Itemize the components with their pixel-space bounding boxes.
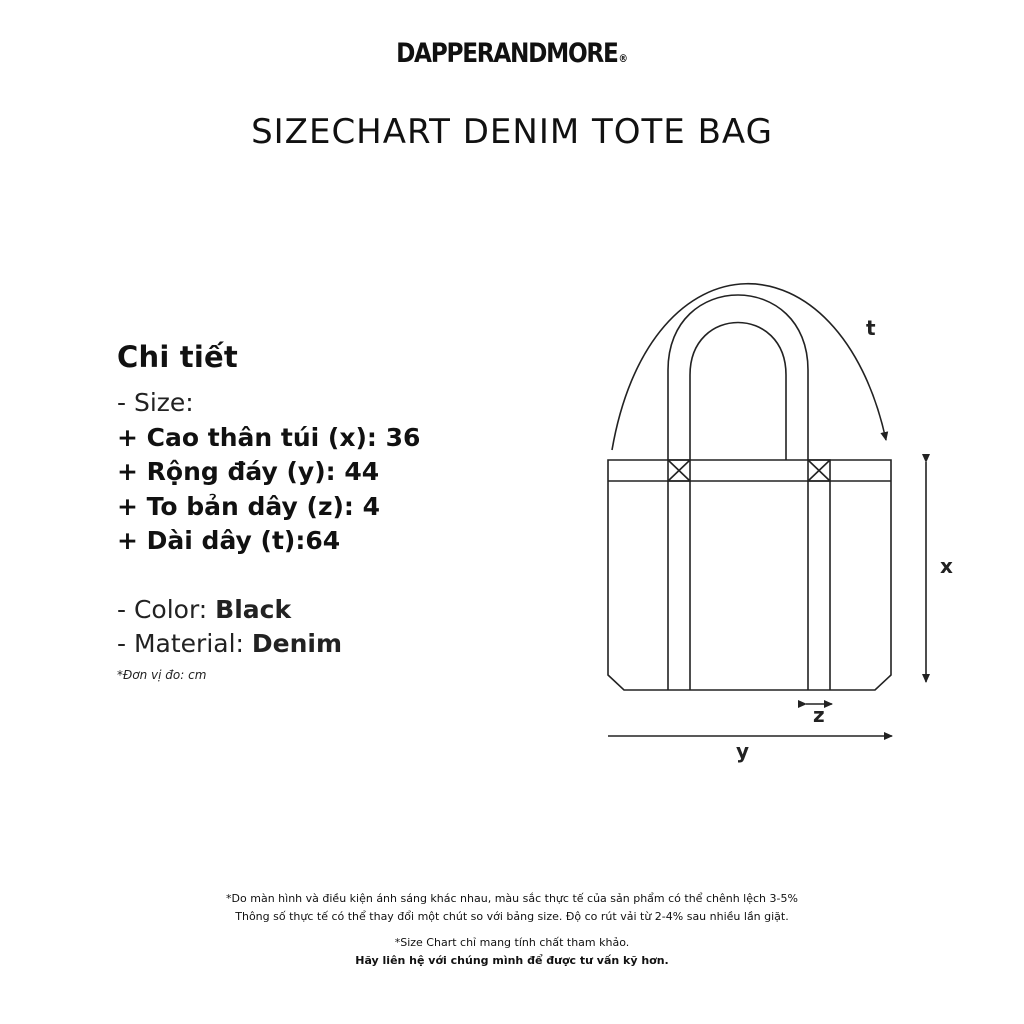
footer-note-4: Hãy liên hệ với chúng mình để được tư vấn kỹ hơn. [355,954,669,967]
details-section [117,340,557,682]
size-strap-length: + Dài dây (t):64 [117,526,341,555]
size-strap-width: + To bản dây (z): 4 [117,491,381,521]
strap-length-arc [612,284,886,450]
color-value: Black [215,594,292,624]
tote-bag-illustration [590,250,990,780]
footer-note-2: Thông số thực tế có thể thay đổi một chút so với bảng size. Độ co rút vải từ 2-4% sau nhiều lần giặt. [235,910,789,923]
right-strap-inner [690,323,786,461]
color-row [117,593,557,628]
footer-note-3: *Size Chart chỉ mang tính chất tham khảo. [394,936,630,949]
label-y: y [736,739,750,763]
material-row [117,627,557,662]
label-z: z [813,703,825,727]
color-label: - Color: [117,594,216,624]
size-label: - Size: [117,388,194,417]
registered-mark: ® [618,52,628,65]
unit-note: *Đơn vị đo: cm [117,667,207,682]
footer-note-1: *Do màn hình và điều kiện ánh sáng khác nhau, màu sắc thực tế của sản phẩm có thể chênh lệch 3-5% [226,892,798,905]
details-heading: Chi tiết [117,340,238,374]
brand-logo [72,38,953,69]
label-x: x [940,554,953,578]
brand-name: DAPPERANDMORE [396,38,618,69]
bag-body [608,460,891,690]
left-strap-outer [668,295,808,460]
size-height: + Cao thân túi (x): 36 [117,422,421,452]
material-value: Denim [251,629,343,658]
page-title: SIZECHART DENIM TOTE BAG [251,112,773,152]
label-t: t [866,316,876,340]
size-width: + Rộng đáy (y): 44 [117,457,380,486]
material-label: - Material: [117,629,252,658]
tote-bag-diagram [590,250,990,780]
